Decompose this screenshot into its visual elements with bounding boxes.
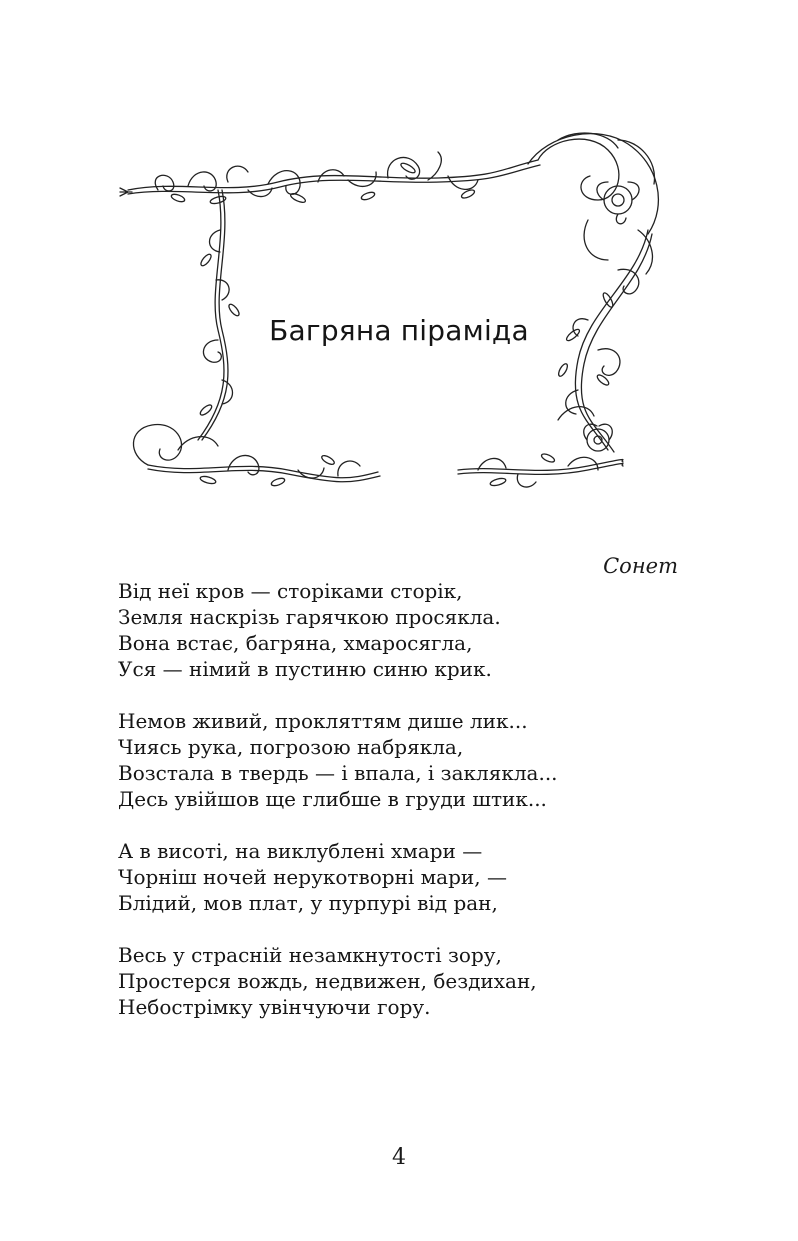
poem-subtitle: Сонет (603, 554, 678, 578)
stanza-1 (118, 578, 688, 682)
poem-line: Возстала в твердь — і впала, і заклякла... (118, 761, 558, 785)
poem-line: Небострімку увінчуючи гору. (118, 995, 431, 1019)
poem-line: Блідий, мов плат, у пурпурі від ран, (118, 891, 498, 915)
poem-line: Вона встає, багряна, хмаросягла, (118, 631, 473, 655)
poem-line: Весь у страсній незамкнутості зору, (118, 943, 502, 967)
poem-line: Земля наскрізь гарячкою просякла. (118, 605, 501, 629)
page-number: 4 (392, 1145, 406, 1170)
poem-line: Простерся вождь, недвижен, бездихан, (118, 969, 537, 993)
poem-body (118, 578, 688, 1046)
poem-line: Чиясь рука, погрозою набрякла, (118, 735, 464, 759)
stanza-3 (118, 838, 688, 916)
poem-line: Десь увійшов ще глибше в груди штик... (118, 787, 547, 811)
poem-line: Уся — німий в пустиню синю крик. (118, 657, 492, 681)
poem-line: А в висоті, на виклублені хмари — (118, 839, 483, 863)
stanza-2 (118, 708, 688, 812)
stanza-4 (118, 942, 688, 1020)
poem-line: Немов живий, прокляттям дише лик... (118, 709, 528, 733)
poem-title: Багряна піраміда (269, 314, 529, 347)
poem-line: Чорніш ночей нерукотворні мари, — (118, 865, 507, 889)
poem-line: Від неї кров — сторіками сторік, (118, 579, 463, 603)
